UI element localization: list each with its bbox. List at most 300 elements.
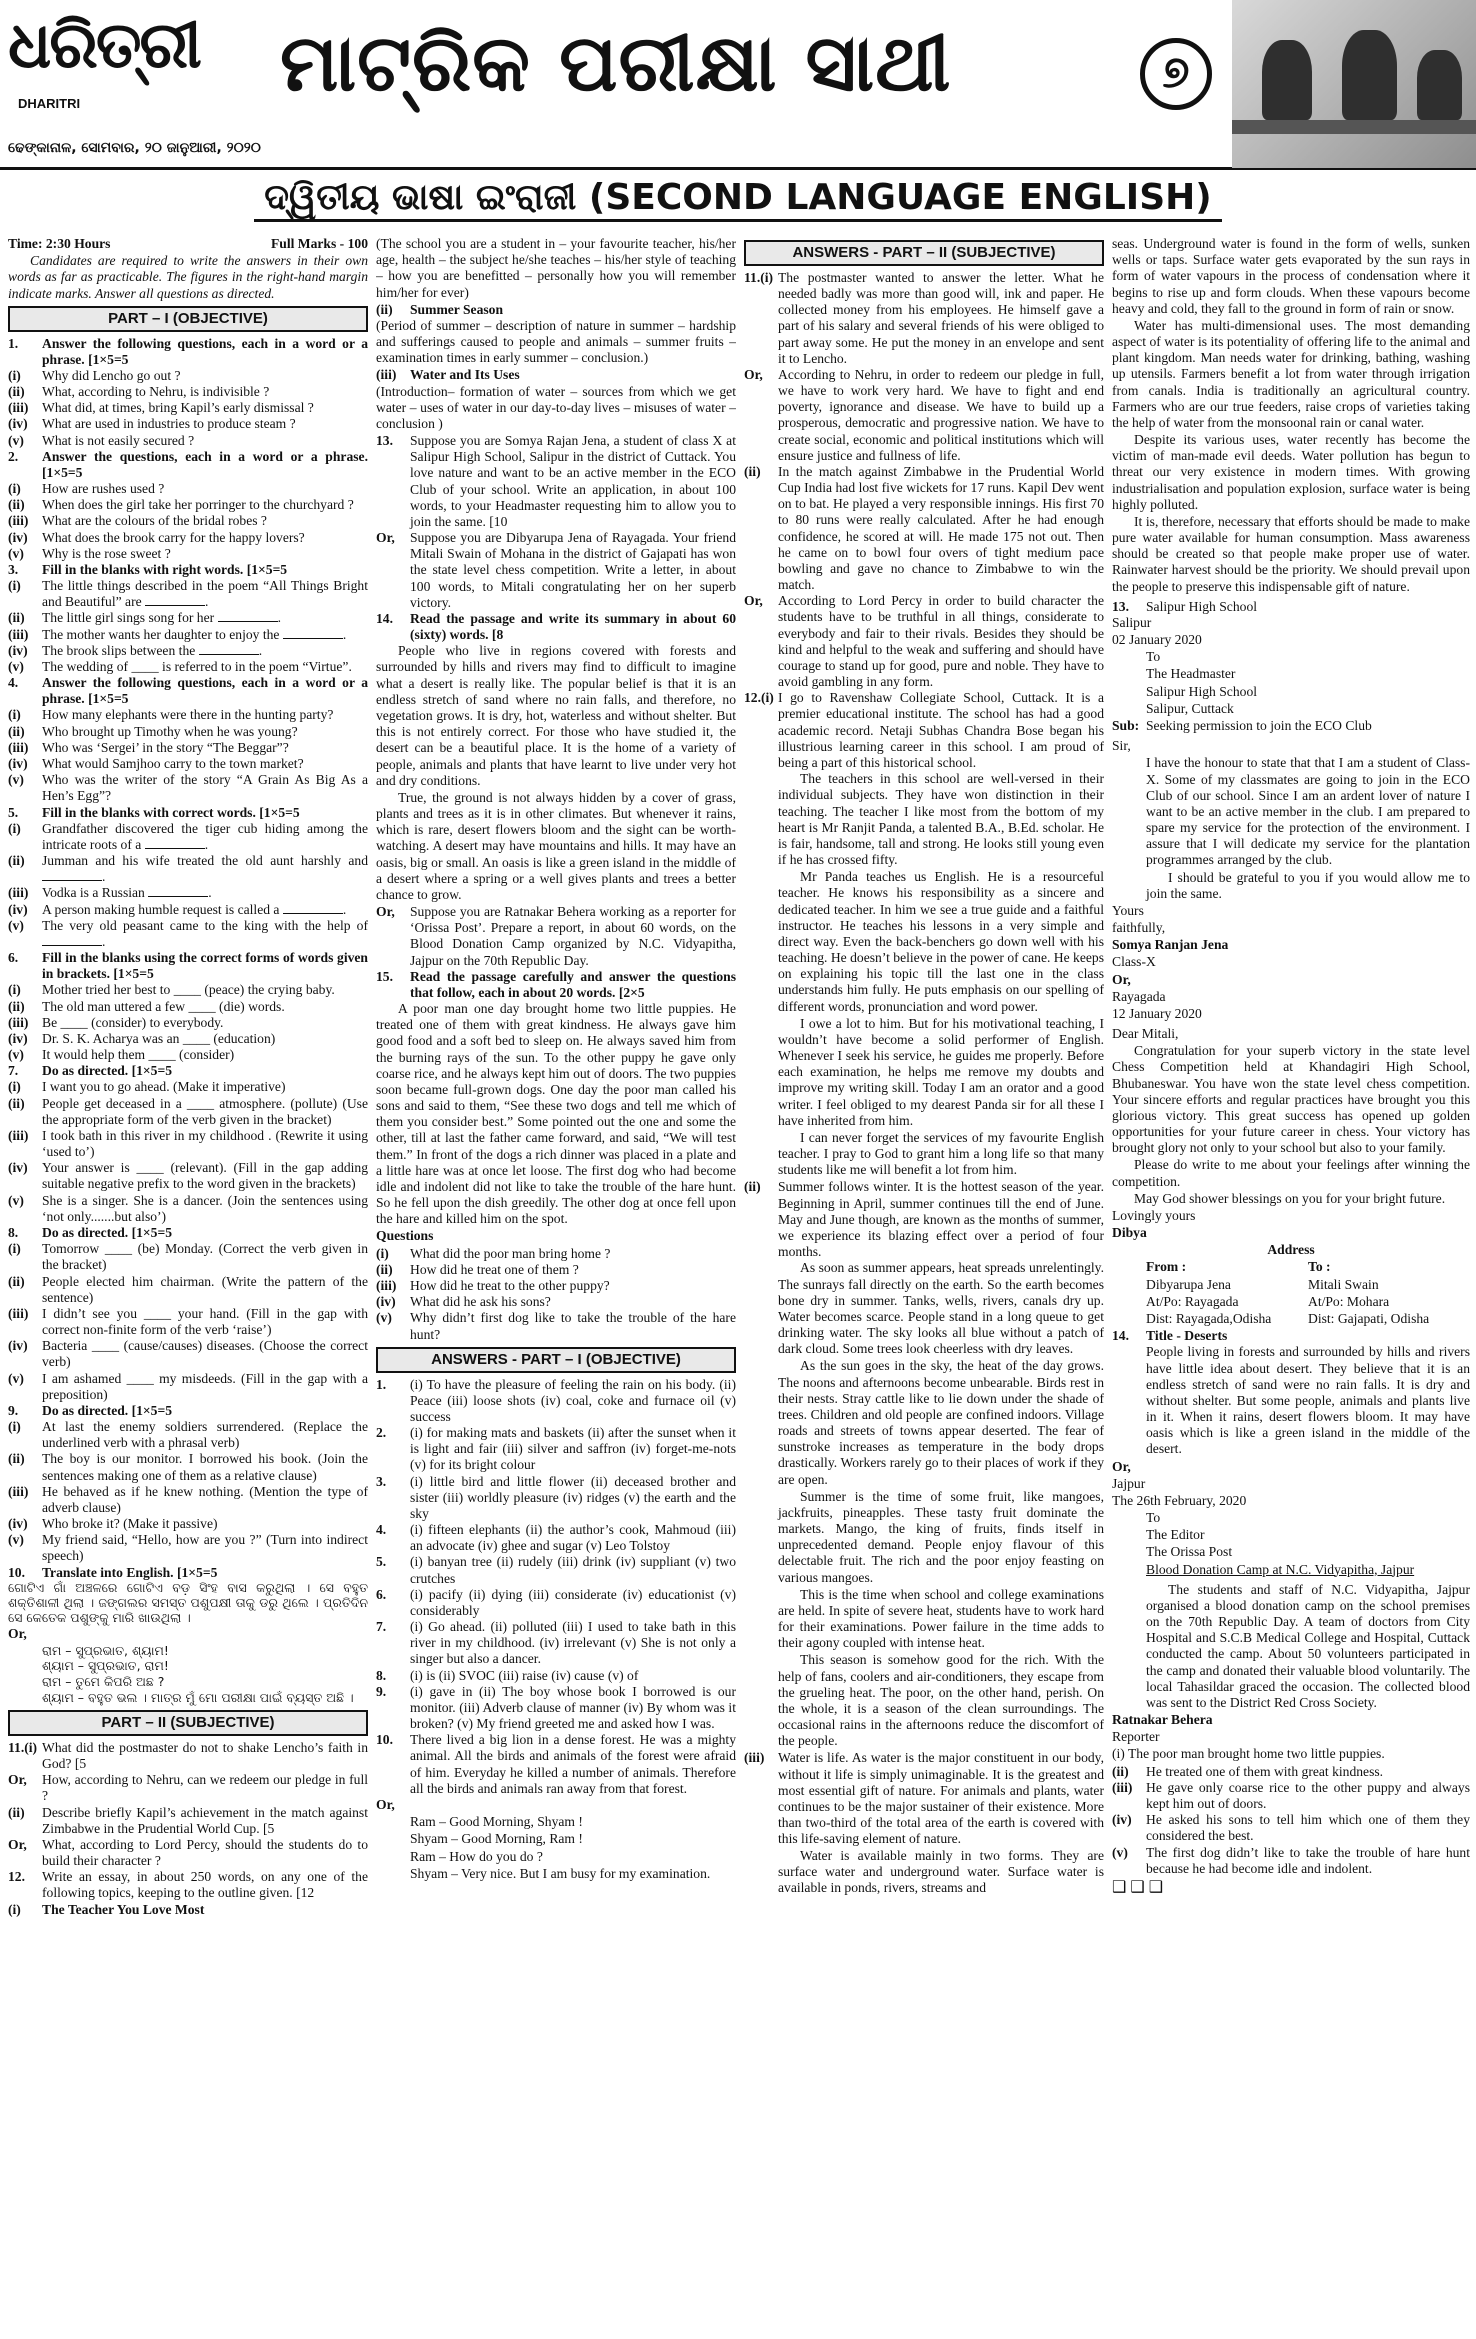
list-item: [376, 1262, 736, 1278]
desk-shape: [1232, 120, 1476, 134]
item-number: (ii): [744, 463, 761, 479]
text-line: It would help them ____ (consider): [42, 1047, 235, 1063]
text-line: According to Nehru, in order to redeem our pledge in full, we have to work very hard. We have to fight and end poverty, ignorance and disease. We have to build up a prosperous, democratic and progressive nation. We have to create social, economic and political institutions which will ensure justice and fullness of life.: [778, 366, 1104, 463]
text-line: Reporter: [1112, 1729, 1160, 1745]
text-line: Grandfather discovered the tiger cub hiding among the intricate roots of a .: [42, 820, 368, 852]
list-item: [8, 610, 368, 626]
report-body: The students and staff of N.C. Vidyapitha, Jajpur organised a blood donation camp on the school premises on the 70th Republic Day. A team of doctors from City Hospital and S.C.B Medical College and Hospital, Cuttack conducted the camp. About 50 volunteers participated in the camp and donated their valuable blood voluntarily. The local Tahasildar graced the occasion. The collected blood was sent to the District Red Cross Society.: [1146, 1581, 1470, 1710]
item-number: (iii): [8, 626, 29, 642]
essay-paragraph: seas. Underground water is found in the form of wells, sunken wells or taps. Surface water gets evaporated by the sun rays in form of water vapours in the process of condensation where it begins to rise up and form clouds. When these vapours become heavy and cold, they fall to the ground in form of rain or snow.: [1112, 236, 1470, 316]
item-number: Or,: [8, 1836, 27, 1852]
essay-paragraph: It is, therefore, necessary that efforts should be made to make pure water available for human consumption. Mass awareness should be created so that people make proper use of water. Rainwater harvest should be the priority. We should prevail upon the people to preserve this indispensable gift of nature.: [1112, 513, 1470, 594]
list-item: [376, 367, 736, 383]
list-item: [8, 756, 368, 772]
item-number: (ii): [376, 301, 393, 317]
list-item: [376, 1587, 736, 1619]
list-item: [8, 707, 368, 723]
text-line: At/Po: Mohara: [1308, 1293, 1390, 1309]
dharitri-logo: [8, 9, 258, 134]
list-item: [8, 1241, 368, 1273]
answers-part2-heading: ANSWERS - PART – II (SUBJECTIVE): [744, 240, 1104, 266]
dialogue-line: Shyam – Very nice. But I am busy for my examination.: [410, 1865, 711, 1881]
letter-body: Congratulation for your superb victory in the state level Chess Competition held at Khandagiri High School, Bhubaneswar. You have won the state level chess competition. Your sincere efforts and regular practices have brought you this glorious victory. This great success has opened up golden opportunities for your future career in chess. Your victory has brought glory not only to your school but also to your family.: [1112, 1043, 1470, 1156]
list-item: [8, 1805, 368, 1837]
text-line: The 26th February, 2020: [1112, 1492, 1247, 1508]
text-line: Water and Its Uses: [410, 367, 520, 383]
text-line: 12 January 2020: [1112, 1005, 1202, 1021]
item-number: 6.: [8, 950, 19, 966]
item-number: (iii): [8, 400, 29, 416]
item-number: 11.(i): [744, 269, 774, 285]
list-item: [376, 1732, 736, 1797]
text-line: Fill in the blanks using the correct forms of words given in brackets. [1×5=5: [42, 950, 368, 982]
text-line: Answer the questions, each in a word or a phrase. [1×5=5: [42, 448, 368, 480]
text-line: The Editor: [1146, 1527, 1205, 1543]
item-number: (iv): [8, 756, 28, 771]
item-number: 7.: [376, 1619, 387, 1635]
text-line: What would Samjhoo carry to the town market?: [42, 756, 304, 771]
item-number: (iv): [8, 1516, 28, 1532]
text-line: The wedding of ____ is referred to in the poem “Virtue”.: [42, 658, 352, 674]
text-line: faithfully,: [1112, 920, 1166, 936]
text-line: In the match against Zimbabwe in the Prudential World Cup India had lost five wickets for 17 runs. Kapil Dev went on to bat. He played a very responsible innings. His first 70 to 80 runs were really calculated. After he had enough confidence, he scored at will. He made 175 not out. Then he came on to bowl four overs of tight medium pace bowling and gave no chance to Zimbabwe to win the match.: [778, 463, 1104, 593]
text-line: The old man uttered a few ____ (die) words.: [42, 998, 285, 1014]
text-line: Ratnakar Behera: [1112, 1712, 1213, 1728]
text-line: He behaved as if he knew nothing. (Mention the type of adverb clause): [42, 1483, 368, 1515]
text-line: The boy is our monitor. I borrowed his book. (Join the sentences making one of them as a relative clause): [42, 1451, 368, 1483]
odia-dialogue-line: ଶ୍ୟାମ – ସୁପ୍ରଭାତ, ରାମ!: [42, 1658, 169, 1674]
item-number: (ii): [8, 384, 25, 400]
text-line: Who was ‘Sergei’ in the story “The Beggar”?: [42, 739, 289, 755]
question-11: [8, 1740, 368, 1772]
item-number: (v): [8, 432, 24, 448]
text-line: Why didn’t first dog like to take the trouble of the hare hunt?: [410, 1310, 736, 1342]
item-number: (iii): [376, 367, 397, 383]
text-line: Why did Lencho go out ?: [42, 367, 181, 383]
letter-body: Please do write to me about your feelings after winning the competition.: [1112, 1157, 1470, 1189]
text-line: Why is the rose sweet ?: [42, 545, 171, 561]
item-number: 8.: [8, 1224, 19, 1240]
text-line: She is a singer. She is a dancer. (Join the sentences using ‘not only.......but also’): [42, 1192, 368, 1224]
dialogue-line: Ram – How do you do ?: [410, 1848, 543, 1864]
question-15: [376, 969, 736, 1001]
question-4: [8, 675, 368, 707]
text-line: The little things described in the poem “All Things Bright and Beautiful” are .: [42, 578, 368, 610]
essay-paragraph: I can never forget the services of my favourite English teacher. I pray to God to grant him a long life so that many students like me will benefit a lot from him.: [778, 1129, 1104, 1178]
text-line: To: [1146, 649, 1161, 665]
text-line: Fill in the blanks with correct words. [1×5=5: [42, 804, 300, 820]
item-number: 11.(i): [8, 1739, 38, 1755]
item-number: (i): [8, 1419, 21, 1435]
list-item: [8, 1419, 368, 1451]
essay-paragraph: Mr Panda teaches us English. He is a resourceful teacher. He knows his responsibility as a sincere and dedicated teacher. In him we see a true guide and a faithful instructor. He teaches his lessons in a very simple and direct way. Even the back-benchers go down well with his teaching. He doesn’t believe in the power of cane. He keeps on explaining his topic till the last one in the class understands him fully. He puts emphasis on our spelling of different words, pronunciation and word power.: [778, 869, 1104, 1014]
odia-dialogue-line: ରାମ – ତୁମେ କିପରି ଅଛ ?: [42, 1674, 165, 1690]
list-item: [8, 416, 368, 432]
item-number: (iii): [376, 1278, 397, 1293]
list-item: [376, 1522, 736, 1554]
text-line: Sir,: [1112, 738, 1131, 754]
text-line: Who broke it? (Make it passive): [42, 1516, 218, 1532]
item-number: (ii): [8, 1095, 25, 1111]
list-item: [8, 368, 368, 384]
text-line: Jumman and his wife treated the old aunt harshly and .: [42, 853, 368, 885]
item-number: (i): [8, 481, 21, 497]
question-7: [8, 1063, 368, 1079]
passage-paragraph: A poor man one day brought home two little puppies. He treated one of them with great kindness. He always gave him good food and a soft bed to sleep on. He always saved him from the burning rays of the sun. To the other puppy he gave only coarse rice, and he always kept him out of doors. The two puppies soon became full-grown dogs. One day the poor man called his sons and said to them, “See these two dogs and tell me which of them you consider best.” Some pointed out the one and some the other, till at last the father came forward, and said, “We will test them.” In front of the dogs a rich dinner was placed in a plate and a little hare was at once let loose. The first dog who had become idle and indolent did not like to take the trouble of the hare hunt. So he fell upon the dish greedily. The other dog at once fell upon the hare and killed him on the spot.: [376, 1001, 736, 1227]
list-item: [8, 1079, 368, 1095]
essay-paragraph: This season is somehow good for the rich. With the help of fans, coolers and air-conditioners, they escape from the grueling heat. The poor, on the other hand, perish. On the whole, it is a season of the clean surroundings. The occasional rains in the afternoons reduce the discomfort of the people.: [778, 1652, 1104, 1749]
item-number: (iv): [376, 1294, 396, 1310]
column-3: [744, 236, 1104, 2336]
list-item: [8, 982, 368, 998]
item-number: (ii): [8, 497, 25, 513]
text-line: My friend said, “Hello, how are you ?” (Turn into indirect speech): [42, 1532, 368, 1564]
text-line: Salipur High School: [1146, 683, 1258, 699]
text-line: I took bath in this river in my childhood . (Rewrite it using ‘used to’): [42, 1127, 368, 1160]
list-item: [1112, 599, 1470, 615]
item-number: Or,: [376, 530, 395, 546]
text-line: I want you to go ahead. (Make it imperative): [42, 1079, 286, 1095]
questions-heading: Questions: [376, 1228, 434, 1244]
question-2: [8, 449, 368, 481]
letter-date: 02 January 2020: [1112, 632, 1202, 648]
text-line: People get deceased in a ____ atmosphere. (pollute) (Use the appropriate form of the verb given in the bracket): [42, 1095, 368, 1127]
list-item: [8, 1772, 368, 1804]
text-line: How did he treat to the other puppy?: [410, 1278, 610, 1293]
item-number: 1.: [376, 1376, 387, 1392]
item-number: (v): [1112, 1844, 1128, 1860]
list-item: [8, 1902, 368, 1918]
item-number: (iii): [1112, 1779, 1133, 1795]
text-line: (i) little bird and little flower (ii) deceased brother and sister (iii) worldly pleasure (iv) ridges (v) the earth and the sky: [410, 1473, 736, 1521]
text-line: Read the passage carefully and answer the questions that follow, each in about 20 words. [2×5: [410, 968, 736, 1000]
list-item: [8, 853, 368, 885]
list-item: [1112, 1845, 1470, 1877]
essay-outline: (The school you are a student in – your favourite teacher, his/her age, health – the subject he/she teaches – his/her style of teaching – how you are benefitted – personally how you will remember him/her for ever): [376, 236, 736, 300]
list-item: [744, 690, 1104, 771]
answers-part1-heading: ANSWERS - PART – I (OBJECTIVE): [376, 1347, 736, 1373]
list-item: [8, 1274, 368, 1306]
question-12: [8, 1869, 368, 1901]
list-item: [376, 1554, 736, 1586]
list-item: [8, 740, 368, 756]
item-number: (ii): [1112, 1763, 1129, 1779]
list-item: [8, 1837, 368, 1869]
list-item: [1112, 718, 1470, 734]
dateline: ଢେଙ୍କାନାଳ, ସୋମବାର, ୨୦ ଜାନୁଆରୀ, ୨୦୨୦: [8, 140, 261, 156]
list-item: [8, 1128, 368, 1160]
list-item: [8, 724, 368, 740]
text-line: To :: [1308, 1259, 1331, 1275]
odia-passage: ଗୋଟିଏ ଗାଁ ଅଞ୍ଚଳରେ ଗୋଟିଏ ବଡ଼ ସିଂହ ବାସ କରୁଥିଲା । ସେ ବହୁତ ଶକ୍ତିଶାଳୀ ଥିଲା । ଜଙ୍ଗଲର ସମସ୍ତ ପଶୁପକ୍ଷୀ ତାକୁ ଡରୁ ଥିଲେ । ପ୍ରତିଦିନ ସେ କେତେକ ପଶୁଙ୍କୁ ମାରି ଖାଉଥିଲା ।: [8, 1579, 368, 1625]
list-item: [8, 1193, 368, 1225]
item-number: Or,: [744, 366, 763, 382]
list-item: [8, 400, 368, 416]
question-10: [8, 1565, 368, 1581]
text-line: The mother wants her daughter to enjoy the .: [42, 626, 347, 642]
text-line: Answer the following questions, each in a word or a phrase. [1×5=5: [42, 675, 368, 707]
text-line: Dear Mitali,: [1112, 1026, 1179, 1042]
full-marks: Full Marks - 100: [270, 236, 368, 251]
item-number: 7.: [8, 1063, 19, 1079]
text-line: Describe briefly Kapil’s achievement in the match against Zimbabwe in the Prudential World Cup. [5: [42, 1804, 368, 1836]
text-line: He asked his sons to tell him which one of them they considered the best.: [1146, 1812, 1470, 1844]
text-line: Seeking permission to join the ECO Club: [1146, 717, 1372, 733]
list-item: [8, 481, 368, 497]
item-number: (iii): [8, 1014, 29, 1030]
list-item: [376, 1310, 736, 1342]
item-number: (ii): [744, 1179, 761, 1195]
list-item: [8, 902, 368, 918]
item-number: (iv): [1112, 1812, 1132, 1828]
text-line: To: [1146, 1510, 1161, 1526]
text-line: The Orissa Post: [1146, 1544, 1233, 1560]
essay-paragraph: Summer is the time of some fruit, like mangoes, jackfruits, pineapples. These tasty fruit dominate the markets. Mango, the king of fruits, finds itself in unprecedented demand. People enjoy flavour of this delectable fruit. The rich and the poor enjoy feasting on various mangoes.: [778, 1488, 1104, 1585]
list-item: [1112, 1328, 1470, 1344]
text-line: Summer Season: [410, 301, 504, 317]
text-line: Salipur High School: [1146, 598, 1258, 614]
exam-info: [8, 236, 368, 252]
text-line: What, according to Lord Percy, should the students do to build their character ?: [42, 1836, 368, 1869]
dialogue-line: Ram – Good Morning, Shyam !: [410, 1814, 583, 1830]
text-line: What, according to Nehru, is indivisible ?: [42, 384, 270, 400]
item-number: Or,: [744, 593, 763, 609]
column-2: [376, 236, 736, 2336]
text-line: (i) for making mats and baskets (ii) after the sunset when it is light and fair (iii) silver and saffron (iv) forget-me-nots (v) for its bright colour: [410, 1425, 736, 1473]
text-line: When does the girl take her porringer to the churchyard ?: [42, 497, 354, 513]
column-4: [1112, 236, 1470, 2336]
text-line: Rayagada: [1112, 988, 1166, 1004]
dialogue-line: Shyam – Good Morning, Ram !: [410, 1831, 583, 1847]
item-number: (v): [8, 1370, 24, 1386]
list-item: [8, 1160, 368, 1192]
list-item: [8, 1047, 368, 1063]
item-number: 12.: [8, 1869, 25, 1885]
item-number: 10.: [8, 1564, 25, 1580]
text-line: How did he treat one of them ?: [410, 1261, 579, 1277]
list-item: [8, 885, 368, 901]
item-number: (v): [8, 545, 24, 561]
item-number: 14.: [376, 610, 393, 626]
part1-heading: PART – I (OBJECTIVE): [8, 306, 368, 332]
text-line: Summer follows winter. It is the hottest season of the year. Beginning in April, summer continues till the end of June. May and June though, are known as the months of summer, we experience its blazing effect over a period of four months.: [778, 1179, 1104, 1260]
item-number: Sub:: [1112, 717, 1140, 733]
text-line: Jajpur: [1112, 1475, 1146, 1491]
list-item: [8, 546, 368, 562]
text-line: Water is life. As water is the major constituent in our body, without it life is simply unimaginable. It is the greatest and most essential gift of nature. For animals and plants, water continues to be the major sustainer of their existence. More than two-third of the total area of the earth is covered with this life-saving element of nature.: [778, 1750, 1104, 1847]
item-number: (iv): [8, 642, 28, 658]
item-number: (i): [8, 820, 21, 836]
text-line: (i) fifteen elephants (ii) the author’s cook, Mahmoud (iii) an advocate (iv) ghee and sugar (v) Leo Tolstoy: [410, 1522, 736, 1554]
essay-paragraph: Despite its various uses, water recently has become the victim of man-made evil deeds. Water pollution has begun to threat our very existence in modern times. With growing industrialisation and population explosion, surface water is being highly polluted.: [1112, 432, 1470, 512]
list-item: [376, 530, 736, 611]
logo-text: ଧରିତ୍ରୀ: [8, 9, 200, 83]
essay-outline: (Period of summer – description of nature in summer – hardship and sufferings caused to people and animals – summer fruits – examination times in early summer – conclusion.): [376, 317, 736, 366]
list-item: [8, 918, 368, 950]
item-number: (i): [8, 1241, 21, 1257]
text-line: Class-X: [1112, 954, 1156, 970]
question-13: [376, 433, 736, 530]
item-number: (iv): [8, 1030, 28, 1046]
item-number: 13.: [376, 433, 393, 449]
item-number: (ii): [8, 1804, 25, 1820]
list-item: [8, 384, 368, 400]
text-line: (i) gave in (ii) The boy whose book I borrowed is our monitor. (iii) Adverb clause of manner (iv) By whom was it broken? (v) My friend greeted me and asked how I was.: [410, 1683, 736, 1732]
item-number: (iii): [8, 885, 29, 901]
text-line: Or,: [1112, 971, 1131, 987]
essay-paragraph: Water is available mainly in two forms. They are surface water and underground water. Surface water is available in ponds, rivers, streams and: [778, 1847, 1104, 1895]
list-item: [376, 1619, 736, 1668]
text-line: The little girl sings song for her .: [42, 610, 281, 626]
letter-body: I should be grateful to you if you would allow me to join the same.: [1146, 869, 1470, 901]
item-number: (i): [376, 1245, 389, 1261]
text-line: Suppose you are Ratnakar Behera working as a reporter for ‘Orissa Post’. Prepare a report, in about 60 words, on the Blood Donation Camp organized by N.C. Vidyapitha, Jajpur on the 70th Republic Day.: [410, 904, 736, 968]
list-item: [376, 1474, 736, 1523]
text-line: (i) To have the pleasure of feeling the rain on his body. (ii) Peace (iii) loose shots (iv) coal, coke and furnace oil (v) success: [410, 1376, 736, 1424]
essay-paragraph: As soon as summer appears, heat spreads unrelentingly. The sunrays fall directly on the earth. So the earth becomes bone dry in summer. Tanks, wells, rivers, canals dry up. Water becomes scarce. People stand in a long queue to get drinking water. The sky looks all blue without a patch of dark cloud. Some trees look cheerless with dry leaves.: [778, 1260, 1104, 1357]
text-line: What is not easily secured ?: [42, 432, 195, 448]
item-number: 1.: [8, 335, 19, 351]
list-item: [376, 1684, 736, 1733]
text-line: Who brought up Timothy when he was young?: [42, 723, 298, 739]
text-line: The Teacher You Love Most: [42, 1901, 205, 1917]
text-line: Dist: Rayagada,Odisha: [1146, 1311, 1272, 1326]
text-line: Or,: [376, 1797, 395, 1812]
item-number: (v): [8, 1047, 24, 1063]
list-item: [376, 904, 736, 969]
essay-paragraph: As the sun goes in the sky, the heat of the day grows. The noons and afternoons become unbearable. Birds rest in their nests. Stray cattle like to lie down under the shade of trees. Children and old people are confined indoors. Village roads and streets of towns appear deserted. The fear of sunstroke increases as temperature in the body drops drastically. Workers rarely go to their places of work if they are open.: [778, 1358, 1104, 1487]
text-line: Do as directed. [1×5=5: [42, 1224, 173, 1240]
list-item: [744, 367, 1104, 464]
passage-paragraph: People who live in regions covered with forests and surrounded by hills and rivers may find to difficult to imagine what a desert is really like. The popular belief is that it is an endless stretch of sand where no rain falls, and therefore, no vegetation grows. It is dry, hot, waterless and without shelter. But this is not entirely correct. For those who have studied it, the desert can be a beautiful place. It is the home of a variety of people, animals and plants that have learnt to live under very hot and dry conditions.: [376, 643, 736, 788]
item-number: (ii): [8, 853, 25, 869]
list-item: [8, 1484, 368, 1516]
text-line: The very old peasant came to the king with the help of .: [42, 917, 368, 949]
item-number: (iv): [8, 1338, 28, 1354]
list-item: [744, 1750, 1104, 1847]
item-number: (i): [8, 1901, 21, 1917]
text-line: What does the brook carry for the happy lovers?: [42, 529, 305, 545]
item-number: 8.: [376, 1667, 387, 1683]
text-line: What are the colours of the bridal robes ?: [42, 513, 267, 529]
item-number: (v): [8, 1532, 24, 1548]
item-number: (iii): [744, 1750, 765, 1766]
item-number: (ii): [8, 1273, 25, 1289]
part2-heading: PART – II (SUBJECTIVE): [8, 1710, 368, 1736]
list-item: [376, 1246, 736, 1262]
list-item: [8, 578, 368, 610]
letter-place: Salipur: [1112, 614, 1152, 630]
supplement-title: ମାଟ୍ରିକ ପରୀକ୍ଷା ସାଥୀ: [280, 19, 952, 109]
list-item: [376, 1294, 736, 1310]
question-9: [8, 1403, 368, 1419]
text-line: There lived a big lion in a dense forest. He was a mighty animal. All the birds and animals of the forest were afraid of him. Everyday he killed a number of animals. Therefore all the birds and animals ran away from that forest.: [410, 1732, 736, 1796]
item-number: (ii): [8, 610, 25, 626]
text-line: Salipur, Cuttack: [1146, 700, 1234, 716]
text-line: I didn’t see you ____ your hand. (Fill in the gap with correct non-finite form of the verb ‘raise’): [42, 1305, 368, 1338]
subject-title: ଦ୍ୱିତୀୟ ଭାଷା ଇଂରାଜୀ (SECOND LANGUAGE ENGLISH): [254, 176, 1221, 222]
text-line: (i) is (ii) SVOC (iii) raise (iv) cause (v) of: [410, 1667, 639, 1683]
text-line: Translate into English. [1×5=5: [42, 1564, 218, 1580]
list-item: [376, 1278, 736, 1294]
text-line: Yours: [1112, 902, 1144, 918]
letter-body: May God shower blessings on you for your bright future.: [1134, 1190, 1446, 1206]
text-line: At/Po: Rayagada: [1146, 1293, 1239, 1309]
item-number: (v): [8, 1192, 24, 1208]
list-item: [8, 999, 368, 1015]
list-item: [8, 1516, 368, 1532]
text-line: Answer the following questions, each in a word or a phrase. [1×5=5: [42, 335, 368, 367]
signature-name: Somya Ranjan Jena: [1112, 937, 1229, 953]
text-line: Suppose you are Dibyarupa Jena of Rayagada. Your friend Mitali Swain of Mohana in the district of Gajapati has won the state level chess competition. Write a letter, in about 100 words, to Mitali congratulating her on her superb victory.: [410, 530, 736, 610]
item-number: Or,: [8, 1772, 27, 1788]
question-3: [8, 562, 368, 578]
item-number: 2.: [8, 448, 19, 464]
list-item: [744, 464, 1104, 593]
page-number: ୭: [1140, 38, 1212, 110]
item-number: (i): [8, 707, 21, 723]
list-item: [8, 1532, 368, 1564]
text-line: I go to Ravenshaw Collegiate School, Cuttack. It is a premier educational institute. The school has had a good academic record. Netaji Subhas Chandra Bose began his illustrious learning career in this school. I am proud of being a part of this historical school.: [778, 690, 1104, 770]
list-item: [376, 302, 736, 318]
text-line: Who was the writer of the story “A Grain As Big As a Hen’s Egg”?: [42, 772, 368, 804]
text-line: What are used in industries to produce steam ?: [42, 416, 296, 432]
list-item: [1112, 1764, 1470, 1780]
text-line: How, according to Nehru, can we redeem our pledge in full ?: [42, 1772, 368, 1804]
text-line: Tomorrow ____ (be) Monday. (Correct the verb given in the bracket): [42, 1241, 368, 1273]
text-line: He gave only coarse rice to the other puppy and always kept him out of doors.: [1146, 1779, 1470, 1811]
text-line: The first dog didn’t like to take the trouble of hare hunt because he had become idle and indolent.: [1146, 1844, 1470, 1876]
item-number: (i): [8, 578, 21, 594]
student-figure: [1262, 40, 1312, 120]
student-figure: [1417, 50, 1462, 120]
text-line: The Headmaster: [1146, 666, 1236, 682]
text-line: Do as directed. [1×5=5: [42, 1063, 173, 1079]
essay-outline: (Introduction– formation of water – sources from which we get water – uses of water in our day-to-day lives – misuses of water – conclusion ): [376, 383, 736, 431]
text-line: (i) banyan tree (ii) rudely (iii) drink (iv) suppliant (v) two crutches: [410, 1554, 736, 1586]
summary-text: People living in forests and surrounded by hills and rivers have little idea about desert. They believe that it is an endless stretch of sand were no rain falls. It is dry and without shelter. But some people, animals and plants live in it. When it rains, desert flowers bloom. It may have oasis which is like a green island in the middle of the desert.: [1146, 1344, 1470, 1457]
text-line: Be ____ (consider) to everybody.: [42, 1014, 224, 1030]
text-line: Your answer is ____ (relevant). (Fill in the gap adding suitable negative prefix to the word given in the brackets): [42, 1160, 368, 1192]
answer-15: (i) The poor man brought home two little puppies.: [1112, 1746, 1385, 1762]
item-number: (iii): [8, 1127, 29, 1143]
text-line: People elected him chairman. (Write the pattern of the sentence): [42, 1273, 368, 1305]
odia-dialogue-line: ରାମ – ସୁପ୍ରଭାତ, ଶ୍ୟାମ!: [42, 1642, 169, 1658]
item-number: 15.: [376, 968, 393, 984]
list-item: [376, 1668, 736, 1684]
instructions: Candidates are required to write the answers in their own words as far as practicable. The figures in the right-hand margin indicate marks. Answer all questions as directed.: [8, 253, 368, 301]
item-number: 5.: [376, 1554, 387, 1570]
item-number: 5.: [8, 804, 19, 820]
masthead: [0, 0, 1476, 170]
item-number: (ii): [8, 723, 25, 739]
text-line: How many elephants were there in the hunting party?: [42, 707, 334, 723]
text-line: Fill in the blanks with right words. [1×5=5: [42, 561, 288, 577]
address-heading: Address: [1267, 1242, 1315, 1258]
item-number: (iv): [8, 1160, 28, 1176]
list-item: [8, 1096, 368, 1128]
item-number: 9.: [8, 1402, 19, 1418]
text-line: Blood Donation Camp at N.C. Vidyapitha, Jajpur: [1146, 1561, 1415, 1577]
list-item: [8, 659, 368, 675]
question-5: [8, 805, 368, 821]
item-number: (v): [8, 658, 24, 674]
text-line: Dist: Gajapati, Odisha: [1308, 1311, 1430, 1326]
item-number: 9.: [376, 1683, 387, 1699]
question-6: [8, 950, 368, 982]
list-item: [744, 270, 1104, 367]
item-number: 4.: [376, 1522, 387, 1538]
